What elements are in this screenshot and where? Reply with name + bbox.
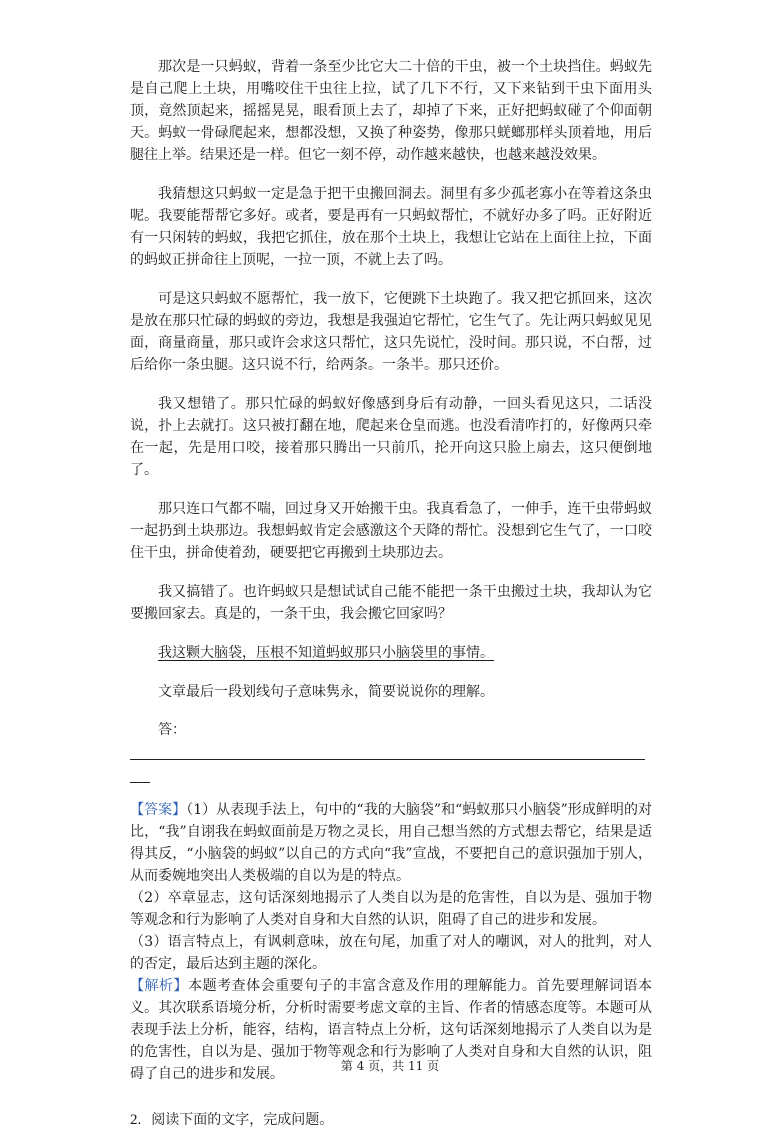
underlined-sentence: 我这颗大脑袋，压根不知道蚂蚁那只小脑袋里的事情。 <box>158 645 494 661</box>
passage-paragraph-6: 我又搞错了。也许蚂蚁只是想试试自己能不能把一条干虫搬过土块，我却认为它要搬回家去。真是的，一条干虫，我会搬它回家吗？ <box>130 584 652 622</box>
answer-point-3: （3）语言特点上，有讽刺意味，放在句尾，加重了对人的嘲讽，对人的批判，对人的否定，最后达到主题的深化。 <box>130 934 652 972</box>
solution-section <box>130 799 652 1085</box>
passage-paragraph-2: 我猜想这只蚂蚁一定是急于把干虫搬回洞去。洞里有多少孤老寡小在等着这条虫呢。我要能帮帮它多好。或者，要是再有一只蚂蚁帮忙，不就好办多了吗。正好附近有一只闲转的蚂蚁，我把它抓住，放在那个土块上，我想让它站在上面往上拉，下面的蚂蚁正拼命往上顶呢，一拉一顶，不就上去了吗。 <box>130 186 652 268</box>
next-question-text: 阅读下面的文字，完成问题。 <box>151 1112 334 1128</box>
next-question-number: 2. <box>130 1112 142 1128</box>
passage-paragraph-4: 我又想错了。那只忙碌的蚂蚁好像感到身后有动静，一回头看见这只，二话没说，扑上去就打。这只被打翻在地，爬起来仓皇而逃。也没看清咋打的，好像两只牵在一起，先是用口咬，接着那只腾出一只前爪，抡开向这只脸上扇去，这只便倒地了。 <box>130 396 652 478</box>
answer-label: 答： <box>158 722 186 738</box>
answer-blank-line[interactable] <box>130 749 645 760</box>
answer-blank-line-continuation[interactable] <box>130 776 150 783</box>
document-page <box>130 56 652 1131</box>
passage-paragraph-5: 那只连口气都不喘，回过身又开始搬干虫。我真看急了，一伸手，连干虫带蚂蚁一起扔到土块那边。我想蚂蚁肯定会感激这个天降的帮忙。没想到它生气了，一口咬住干虫，拼命使着劲，硬要把它再搬到土块那边去。 <box>130 501 652 561</box>
answer-point-2: （2）卒章显志，这句话深刻地揭示了人类自以为是的危害性，自以为是、强加于物等观念和行为影响了人类对自身和大自然的认识，阻碍了自己的进步和发展。 <box>130 890 652 928</box>
answer-tag: 【答案】 <box>130 802 187 818</box>
question-prompt: 文章最后一段划线句子意味隽永，简要说说你的理解。 <box>158 684 494 700</box>
passage-paragraph-1: 那次是一只蚂蚁，背着一条至少比它大二十倍的干虫，被一个土块挡住。蚂蚁先是自己爬上土块，用嘴咬住干虫往上拉，试了几下不行，又下来钻到干虫下面用头顶，竟然顶起来，摇摇晃晃，眼看顶上去了，却掉了下来，正好把蚂蚁碰了个仰面朝天。蚂蚁一骨碌爬起来，想都没想，又换了种姿势，像那只蜣螂那样头顶着地，用后腿往上举。结果还是一样。但它一刻不停，动作越来越快，也越来越没效果。 <box>130 59 652 163</box>
underlined-sentence-paragraph <box>130 642 652 664</box>
passage-paragraph-3: 可是这只蚂蚁不愿帮忙，我一放下，它便跳下土块跑了。我又把它抓回来，这次是放在那只忙碌的蚂蚁的旁边，我想是我强迫它帮忙，它生气了。先让两只蚂蚁见见面，商量商量，那只或许会求这只帮忙，这只先说忙，没时间。那只说，不白帮，过后给你一条虫腿。这只说不行，给两条。一条半。那只还价。 <box>130 291 652 373</box>
analysis-text: 本题考查体会重要句子的丰富含意及作用的理解能力。首先要理解词语本义。其次联系语境分析，分析时需要考虑文章的主旨、作者的情感态度等。本题可从表现手法上分析，能容，结构，语言特点上分析，这句话深刻地揭示了人类自以为是的危害性，自以为是、强加于物等观念和行为影响了人类对自身和大自然的认识，阻碍了自己的进步和发展。 <box>130 978 653 1082</box>
analysis-tag: 【解析】 <box>130 978 189 994</box>
next-question <box>130 1109 652 1131</box>
answer-point-1-text: （1）从表现手法上，句中的“我的大脑袋”和“蚂蚁那只小脑袋”形成鲜明的对比，“我”自诩我在蚂蚁面前是万物之灵长，用自己想当然的方式想去帮它，结果是适得其反，“小脑袋的蚂蚁”以自己的方式向“我”宣战，不要把自己的意识强加于别人，从而委婉地突出人类极端的自以为是的特点。 <box>130 802 652 884</box>
answer-point-1 <box>130 799 652 887</box>
page-footer: 第 4 页，共 11 页 <box>340 1059 440 1073</box>
